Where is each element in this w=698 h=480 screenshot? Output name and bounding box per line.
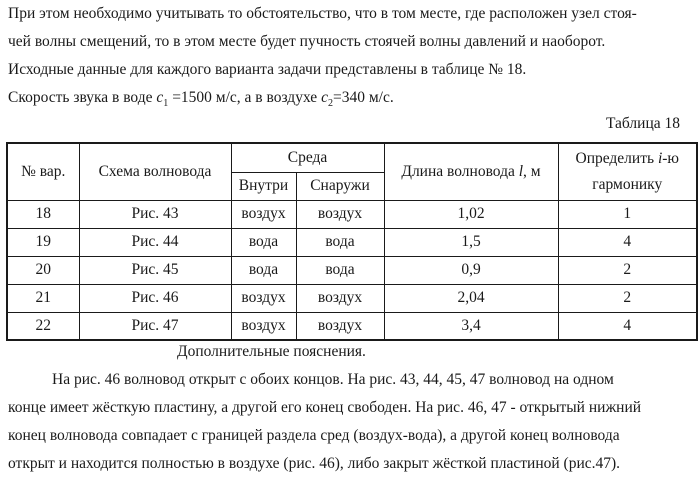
- cell-length: 1,02: [384, 200, 558, 228]
- cell-length: 3,4: [384, 312, 558, 340]
- cell-harmonic: 4: [558, 312, 697, 340]
- cell-inside: вода: [231, 228, 296, 256]
- speed-text-c: =340 м/с.: [332, 89, 394, 106]
- cell-scheme: Рис. 44: [79, 228, 231, 256]
- table-body: [7, 200, 697, 340]
- intro-line-1: При этом необходимо учитывать то обстоятельство, что в том месте, где расположен узел стоя-: [8, 5, 637, 22]
- cell-harmonic: 2: [558, 256, 697, 284]
- speed-text-a: Скорость звука в воде: [8, 89, 157, 106]
- cell-var-num: 20: [7, 256, 79, 284]
- cell-scheme: Рис. 46: [79, 284, 231, 312]
- notes-title: Дополнительные пояснения.: [177, 343, 366, 360]
- table-row: [7, 256, 697, 284]
- header-length-unit: , м: [523, 162, 541, 180]
- cell-length: 1,5: [384, 228, 558, 256]
- cell-outside: вода: [296, 256, 384, 284]
- cell-var-num: 21: [7, 284, 79, 312]
- header-length: [384, 143, 558, 200]
- notes-line-2: конце имеет жёсткую пластину, а другой его конец свободен. На рис. 46, 47 - открытый нижний: [8, 399, 642, 416]
- intro-line-3: Исходные данные для каждого варианта задачи представлены в таблице № 18.: [8, 61, 527, 78]
- cell-outside: воздух: [296, 200, 384, 228]
- header-outside: Снаружи: [296, 172, 384, 200]
- notes-line-4: открыт и находится полностью в воздухе (рис. 46), либо закрыт жёсткой пластиной (рис.47).: [8, 455, 621, 472]
- cell-inside: вода: [231, 256, 296, 284]
- header-length-text: Длина волновода: [401, 162, 519, 180]
- header-medium: Среда: [231, 143, 384, 172]
- table-row: [7, 312, 697, 340]
- cell-outside: воздух: [296, 284, 384, 312]
- cell-scheme: Рис. 43: [79, 200, 231, 228]
- cell-length: 0,9: [384, 256, 558, 284]
- intro-paragraph: [8, 0, 694, 112]
- table-row: [7, 200, 697, 228]
- c1-variable: c: [156, 89, 164, 106]
- table-caption: Таблица 18: [605, 115, 680, 132]
- cell-scheme: Рис. 45: [79, 256, 231, 284]
- table-header: [7, 143, 697, 200]
- cell-harmonic: 1: [558, 200, 697, 228]
- c2-variable: c: [321, 89, 328, 106]
- cell-harmonic: 2: [558, 284, 697, 312]
- cell-scheme: Рис. 47: [79, 312, 231, 340]
- intro-line-4: [8, 84, 694, 112]
- header-scheme: Схема волновода: [79, 143, 231, 200]
- header-determine: [558, 143, 697, 200]
- cell-inside: воздух: [231, 284, 296, 312]
- header-determine-suffix: -ю: [662, 149, 679, 167]
- cell-var-num: 19: [7, 228, 79, 256]
- notes-line-3: конец волновода совпадает с границей раздела сред (воздух-вода), а другой конец волновода: [8, 427, 620, 444]
- table-row: [7, 228, 697, 256]
- c1-subscript: 1: [163, 98, 169, 110]
- cell-inside: воздух: [231, 312, 296, 340]
- intro-line-2: чей волны смещений, то в этом месте будет пучность стоячей волны давлений и наоборот.: [8, 33, 606, 50]
- header-determine-line2: гармонику: [592, 175, 663, 193]
- cell-harmonic: 4: [558, 228, 697, 256]
- cell-outside: воздух: [296, 312, 384, 340]
- speed-text-b: =1500 м/с, а в воздухе: [168, 89, 322, 106]
- length-variable: l: [518, 162, 524, 180]
- header-var-num: № вар.: [7, 143, 79, 200]
- notes-paragraph: [8, 366, 694, 478]
- header-row-1: [7, 143, 697, 172]
- cell-var-num: 22: [7, 312, 79, 340]
- variants-table: [6, 142, 698, 341]
- cell-var-num: 18: [7, 200, 79, 228]
- c2-subscript: 2: [327, 98, 333, 110]
- header-determine-text: Определить: [575, 149, 658, 167]
- cell-inside: воздух: [231, 200, 296, 228]
- header-inside: Внутри: [231, 172, 296, 200]
- cell-length: 2,04: [384, 284, 558, 312]
- table-row: [7, 284, 697, 312]
- notes-line-1: На рис. 46 волновод открыт с обоих концов. На рис. 43, 44, 45, 47 волновод на одном: [52, 371, 614, 388]
- harmonic-index-variable: i: [657, 149, 663, 167]
- cell-outside: вода: [296, 228, 384, 256]
